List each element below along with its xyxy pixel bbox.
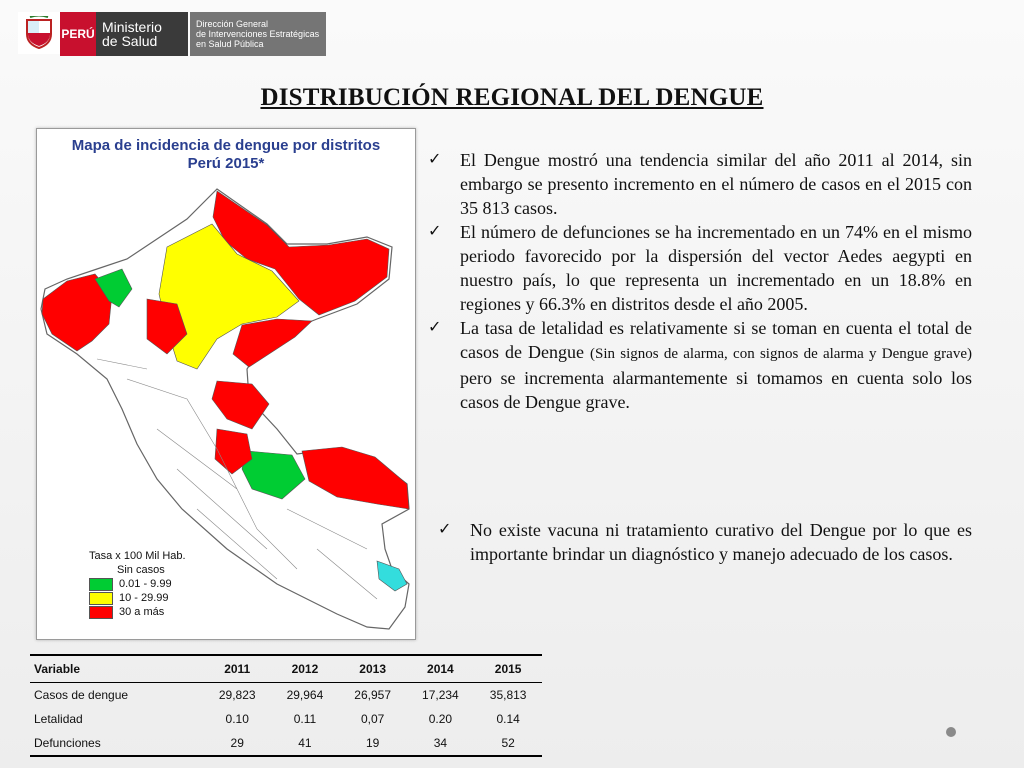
- direction-line-1: Dirección General: [196, 19, 269, 29]
- bullet-item: [426, 148, 972, 220]
- map-title: [37, 137, 415, 173]
- legend-title: Tasa x 100 Mil Hab.: [89, 550, 186, 562]
- bullet-list: [426, 148, 972, 414]
- legend-swatch: [89, 565, 111, 576]
- table-cell: Defunciones: [30, 731, 203, 756]
- checkmark-icon: ✓: [428, 319, 442, 336]
- table-header: 2011: [203, 655, 271, 683]
- checkmark-icon: ✓: [428, 151, 442, 168]
- legend-item: [89, 563, 186, 577]
- bullet-text-note: (Sin signos de alarma, con signos de alarma y Dengue grave): [589, 346, 972, 362]
- table-cell: 29,964: [286, 688, 324, 702]
- table-row: [30, 731, 542, 756]
- table-cell: 0,07: [360, 712, 385, 726]
- table-row: [30, 707, 542, 731]
- legend-swatch: [89, 592, 113, 605]
- table-header: 2012: [271, 655, 339, 683]
- table-cell: 29: [203, 731, 271, 756]
- peru-logo-label: PERÚ: [60, 12, 96, 56]
- table-cell: 52: [474, 731, 542, 756]
- checkmark-icon: ✓: [438, 521, 452, 538]
- table-cell: Letalidad: [34, 712, 83, 726]
- legend-item: [89, 591, 186, 605]
- table-cell: 19: [339, 731, 407, 756]
- slide-indicator-dot: [946, 727, 956, 737]
- table-cell: 34: [407, 731, 475, 756]
- table-header: Variable: [30, 655, 203, 683]
- bullet-item: [426, 220, 972, 316]
- table-cell: 0.20: [428, 712, 453, 726]
- map-title-line-1: Mapa de incidencia de dengue por distritos: [71, 137, 381, 154]
- bullet-item: [436, 518, 972, 566]
- map-legend: [89, 549, 186, 619]
- table-cell: 41: [271, 731, 339, 756]
- table-cell: 17,234: [422, 688, 459, 702]
- table-cell: 0.10: [225, 712, 249, 726]
- bullet-text-part: La tasa de letalidad es relativamente si se toman en cuenta el total de casos de Dengue: [460, 318, 972, 362]
- legend-label: 10 - 29.99: [119, 592, 169, 604]
- table-cell: Casos de dengue: [34, 688, 129, 702]
- checkmark-icon: ✓: [428, 223, 442, 240]
- legend-label: 30 a más: [119, 606, 165, 618]
- table-header: 2013: [339, 655, 407, 683]
- direction-line-3: en Salud Pública: [196, 39, 264, 49]
- table-cell: 35,813: [489, 688, 527, 702]
- direction-name: [190, 12, 326, 56]
- region-red-center-north: [233, 319, 312, 367]
- table-header: 2015: [474, 655, 542, 683]
- legend-label: 0.01 - 9.99: [119, 578, 172, 590]
- table-cell: 0.11: [293, 712, 317, 726]
- legend-swatch: [89, 606, 113, 619]
- bullet-text-part: pero se incrementa alarmantemente si tomamos en cuenta solo los casos de Dengue grave.: [460, 368, 972, 412]
- ministry-line-2: de Salud: [102, 33, 158, 49]
- legend-item: [89, 577, 186, 591]
- dengue-incidence-map: [36, 128, 416, 640]
- coat-of-arms-icon: [18, 12, 60, 54]
- bullet-text: No existe vacuna ni tratamiento curativo del Dengue por lo que es importante brindar un diagnóstico y manejo adecuado de los casos.: [470, 520, 972, 564]
- ministry-name: [96, 12, 188, 56]
- header-logo: [18, 12, 326, 56]
- bullet-item: [426, 316, 972, 414]
- table-cell: 0.14: [496, 712, 520, 726]
- page-title: DISTRIBUCIÓN REGIONAL DEL DENGUE: [260, 84, 764, 111]
- bullet-text: El número de defunciones se ha incrementado en un 74% en el mismo periodo favorecido por la dispersión del vector Aedes aegypti en nuestro país, lo que representa un incrementado en un 18.8% en regiones y 66.3% en distritos desde el año 2005.: [460, 222, 972, 314]
- bullet-text: El Dengue mostró una tendencia similar del año 2011 al 2014, sin embargo se presento incremento en el número de casos en el 2015 con 35 813 casos.: [460, 150, 972, 218]
- bullet-text: [460, 316, 972, 414]
- dengue-data-table: [30, 654, 542, 757]
- table-header-row: [30, 655, 542, 683]
- table-header: 2014: [407, 655, 475, 683]
- legend-swatch: [89, 578, 113, 591]
- ministry-line-1: Ministerio: [102, 19, 162, 35]
- legend-label: Sin casos: [117, 564, 165, 576]
- map-title-line-2: Perú 2015*: [187, 155, 265, 172]
- legend-item: [89, 605, 186, 619]
- table-row: [30, 683, 542, 708]
- table-cell: 26,957: [354, 688, 391, 702]
- table-cell: 29,823: [218, 688, 256, 702]
- direction-line-2: de Intervenciones Estratégicas: [196, 29, 320, 39]
